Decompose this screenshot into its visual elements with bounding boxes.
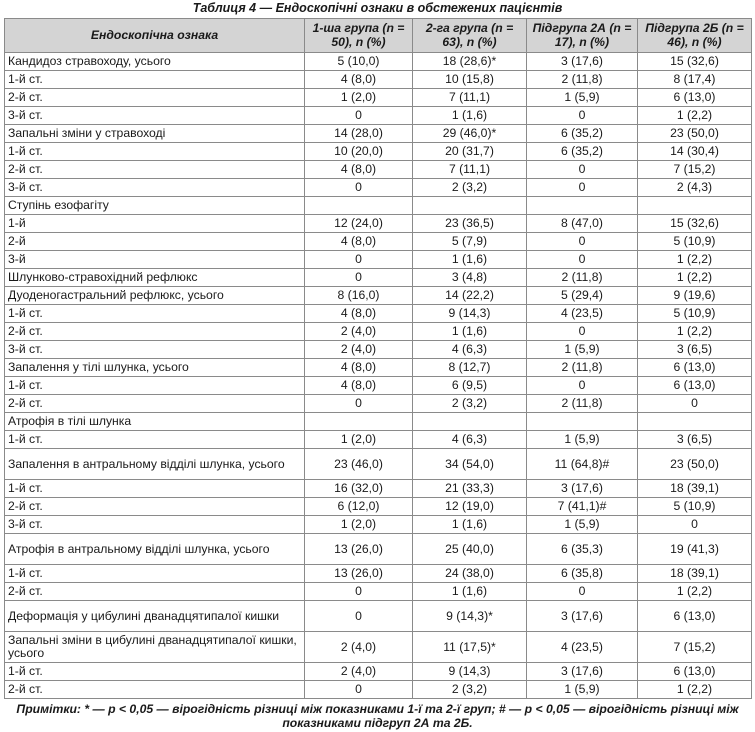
row-label: Ступінь езофагіту xyxy=(5,197,305,215)
cell-group-2: 2 (3,2) xyxy=(413,395,527,413)
cell-subgroup-2a: 1 (5,9) xyxy=(527,341,638,359)
cell-subgroup-2a: 1 (5,9) xyxy=(527,681,638,699)
table-row xyxy=(5,269,752,287)
table-row xyxy=(5,341,752,359)
cell-subgroup-2b: 1 (2,2) xyxy=(638,583,752,601)
table-row xyxy=(5,632,752,663)
cell-subgroup-2a: 2 (11,8) xyxy=(527,395,638,413)
cell-subgroup-2a: 0 xyxy=(527,161,638,179)
row-label: 2-й ст. xyxy=(5,323,305,341)
header-group-2: 2-га група (n = 63), n (%) xyxy=(413,19,527,53)
cell-group-1: 10 (20,0) xyxy=(305,143,413,161)
cell-group-2: 9 (14,3) xyxy=(413,663,527,681)
row-label: Запалення в антральному відділі шлунка, усього xyxy=(5,449,305,480)
cell-group-2: 34 (54,0) xyxy=(413,449,527,480)
row-label: Шлунково-стравохідний рефлюкс xyxy=(5,269,305,287)
row-label: 1-й ст. xyxy=(5,143,305,161)
cell-group-1: 23 (46,0) xyxy=(305,449,413,480)
cell-group-2: 10 (15,8) xyxy=(413,71,527,89)
cell-group-2: 9 (14,3)* xyxy=(413,601,527,632)
cell-subgroup-2a: 6 (35,8) xyxy=(527,565,638,583)
endoscopic-findings-table xyxy=(4,18,752,699)
cell-subgroup-2b: 6 (13,0) xyxy=(638,359,752,377)
cell-subgroup-2b: 0 xyxy=(638,516,752,534)
cell-group-1: 0 xyxy=(305,179,413,197)
cell-subgroup-2b: 15 (32,6) xyxy=(638,215,752,233)
cell-subgroup-2b: 6 (13,0) xyxy=(638,89,752,107)
cell-group-1: 4 (8,0) xyxy=(305,305,413,323)
table-row xyxy=(5,449,752,480)
cell-subgroup-2a: 11 (64,8)# xyxy=(527,449,638,480)
cell-subgroup-2a: 6 (35,3) xyxy=(527,534,638,565)
cell-subgroup-2a: 0 xyxy=(527,251,638,269)
table-row xyxy=(5,215,752,233)
row-label: Дуоденогастральний рефлюкс, усього xyxy=(5,287,305,305)
cell-subgroup-2b: 6 (13,0) xyxy=(638,377,752,395)
row-label: Запальні зміни в цибулині дванадцятипалої кишки, усього xyxy=(5,632,305,663)
cell-subgroup-2b: 19 (41,3) xyxy=(638,534,752,565)
cell-subgroup-2b: 7 (15,2) xyxy=(638,161,752,179)
cell-group-2 xyxy=(413,197,527,215)
cell-group-1: 4 (8,0) xyxy=(305,161,413,179)
row-label: 1-й ст. xyxy=(5,71,305,89)
cell-subgroup-2a: 3 (17,6) xyxy=(527,663,638,681)
cell-group-1: 16 (32,0) xyxy=(305,480,413,498)
table-row xyxy=(5,377,752,395)
cell-subgroup-2b: 3 (6,5) xyxy=(638,341,752,359)
table-row xyxy=(5,323,752,341)
row-label: 3-й ст. xyxy=(5,341,305,359)
cell-subgroup-2a: 2 (11,8) xyxy=(527,269,638,287)
cell-subgroup-2b: 5 (10,9) xyxy=(638,498,752,516)
cell-group-2: 1 (1,6) xyxy=(413,516,527,534)
cell-group-1: 8 (16,0) xyxy=(305,287,413,305)
cell-subgroup-2a: 6 (35,2) xyxy=(527,125,638,143)
table-row xyxy=(5,71,752,89)
row-label: 3-й ст. xyxy=(5,179,305,197)
cell-group-1: 2 (4,0) xyxy=(305,341,413,359)
row-label: 3-й ст. xyxy=(5,107,305,125)
table-row xyxy=(5,197,752,215)
row-label: 1-й ст. xyxy=(5,305,305,323)
header-subgroup-2a: Підгрупа 2А (n = 17), n (%) xyxy=(527,19,638,53)
table-container xyxy=(4,0,751,730)
cell-subgroup-2a: 0 xyxy=(527,583,638,601)
row-label: 3-й xyxy=(5,251,305,269)
cell-subgroup-2a: 1 (5,9) xyxy=(527,431,638,449)
row-label: 2-й ст. xyxy=(5,681,305,699)
cell-group-1: 0 xyxy=(305,107,413,125)
cell-subgroup-2b: 1 (2,2) xyxy=(638,107,752,125)
header-feature: Ендоскопічна ознака xyxy=(5,19,305,53)
cell-group-2: 29 (46,0)* xyxy=(413,125,527,143)
cell-group-2 xyxy=(413,413,527,431)
cell-subgroup-2a: 4 (23,5) xyxy=(527,305,638,323)
cell-group-2: 24 (38,0) xyxy=(413,565,527,583)
cell-group-1: 1 (2,0) xyxy=(305,516,413,534)
cell-group-1: 0 xyxy=(305,583,413,601)
row-label: 1-й ст. xyxy=(5,377,305,395)
cell-subgroup-2a: 8 (47,0) xyxy=(527,215,638,233)
cell-subgroup-2b: 18 (39,1) xyxy=(638,565,752,583)
row-label: Запалення у тілі шлунка, усього xyxy=(5,359,305,377)
cell-subgroup-2a: 6 (35,2) xyxy=(527,143,638,161)
table-row xyxy=(5,480,752,498)
cell-subgroup-2b: 18 (39,1) xyxy=(638,480,752,498)
cell-group-1: 4 (8,0) xyxy=(305,233,413,251)
cell-group-2: 2 (3,2) xyxy=(413,179,527,197)
cell-subgroup-2a xyxy=(527,413,638,431)
cell-group-2: 25 (40,0) xyxy=(413,534,527,565)
table-row xyxy=(5,161,752,179)
cell-subgroup-2b: 15 (32,6) xyxy=(638,53,752,71)
cell-group-1 xyxy=(305,413,413,431)
table-row xyxy=(5,287,752,305)
row-label: 2-й xyxy=(5,233,305,251)
cell-group-2: 18 (28,6)* xyxy=(413,53,527,71)
table-row xyxy=(5,125,752,143)
cell-subgroup-2a: 2 (11,8) xyxy=(527,359,638,377)
table-row xyxy=(5,498,752,516)
table-row xyxy=(5,681,752,699)
cell-group-1: 4 (8,0) xyxy=(305,359,413,377)
cell-subgroup-2a: 7 (41,1)# xyxy=(527,498,638,516)
cell-group-2: 1 (1,6) xyxy=(413,323,527,341)
table-row xyxy=(5,143,752,161)
table-row xyxy=(5,89,752,107)
table-row xyxy=(5,251,752,269)
header-group-1: 1-ша група (n = 50), n (%) xyxy=(305,19,413,53)
cell-group-1: 2 (4,0) xyxy=(305,632,413,663)
cell-subgroup-2a: 0 xyxy=(527,107,638,125)
row-label: 1-й xyxy=(5,215,305,233)
table-row xyxy=(5,534,752,565)
cell-group-2: 7 (11,1) xyxy=(413,89,527,107)
cell-subgroup-2b: 23 (50,0) xyxy=(638,449,752,480)
cell-subgroup-2b: 2 (4,3) xyxy=(638,179,752,197)
cell-subgroup-2b: 6 (13,0) xyxy=(638,663,752,681)
cell-group-1: 14 (28,0) xyxy=(305,125,413,143)
cell-group-1: 2 (4,0) xyxy=(305,663,413,681)
cell-group-2: 1 (1,6) xyxy=(413,583,527,601)
table-row xyxy=(5,663,752,681)
cell-subgroup-2b: 7 (15,2) xyxy=(638,632,752,663)
row-label: 2-й ст. xyxy=(5,161,305,179)
cell-subgroup-2a: 2 (11,8) xyxy=(527,71,638,89)
row-label: 2-й ст. xyxy=(5,583,305,601)
cell-group-1: 6 (12,0) xyxy=(305,498,413,516)
cell-group-1 xyxy=(305,197,413,215)
table-header-row xyxy=(5,19,752,53)
cell-group-1: 1 (2,0) xyxy=(305,89,413,107)
row-label: 3-й ст. xyxy=(5,516,305,534)
cell-subgroup-2b: 8 (17,4) xyxy=(638,71,752,89)
table-row xyxy=(5,583,752,601)
cell-subgroup-2b: 0 xyxy=(638,395,752,413)
row-label: 2-й ст. xyxy=(5,89,305,107)
cell-subgroup-2a: 1 (5,9) xyxy=(527,89,638,107)
table-row xyxy=(5,601,752,632)
cell-group-2: 2 (3,2) xyxy=(413,681,527,699)
table-row xyxy=(5,233,752,251)
cell-subgroup-2a: 3 (17,6) xyxy=(527,480,638,498)
cell-group-1: 0 xyxy=(305,395,413,413)
cell-subgroup-2a: 3 (17,6) xyxy=(527,601,638,632)
cell-subgroup-2b: 9 (19,6) xyxy=(638,287,752,305)
table-row xyxy=(5,179,752,197)
cell-subgroup-2b: 1 (2,2) xyxy=(638,323,752,341)
row-label: 2-й ст. xyxy=(5,395,305,413)
cell-group-1: 2 (4,0) xyxy=(305,323,413,341)
row-label: Атрофія в тілі шлунка xyxy=(5,413,305,431)
row-label: Деформація у цибулині дванадцятипалої кишки xyxy=(5,601,305,632)
row-label: 1-й ст. xyxy=(5,565,305,583)
cell-group-1: 0 xyxy=(305,251,413,269)
cell-subgroup-2a: 0 xyxy=(527,377,638,395)
cell-group-2: 3 (4,8) xyxy=(413,269,527,287)
cell-subgroup-2b: 1 (2,2) xyxy=(638,269,752,287)
cell-group-1: 12 (24,0) xyxy=(305,215,413,233)
cell-subgroup-2b xyxy=(638,197,752,215)
cell-group-2: 6 (9,5) xyxy=(413,377,527,395)
cell-group-2: 5 (7,9) xyxy=(413,233,527,251)
cell-group-2: 1 (1,6) xyxy=(413,251,527,269)
cell-group-1: 13 (26,0) xyxy=(305,565,413,583)
cell-subgroup-2b: 5 (10,9) xyxy=(638,305,752,323)
table-row xyxy=(5,53,752,71)
cell-group-1: 4 (8,0) xyxy=(305,377,413,395)
table-row xyxy=(5,413,752,431)
table-row xyxy=(5,431,752,449)
header-subgroup-2b: Підгрупа 2Б (n = 46), n (%) xyxy=(638,19,752,53)
cell-subgroup-2b: 1 (2,2) xyxy=(638,681,752,699)
row-label: Кандидоз стравоходу, усього xyxy=(5,53,305,71)
row-label: Атрофія в антральному відділі шлунка, усього xyxy=(5,534,305,565)
cell-subgroup-2b: 14 (30,4) xyxy=(638,143,752,161)
cell-subgroup-2b: 1 (2,2) xyxy=(638,251,752,269)
cell-group-2: 9 (14,3) xyxy=(413,305,527,323)
cell-group-2: 20 (31,7) xyxy=(413,143,527,161)
cell-subgroup-2a: 0 xyxy=(527,233,638,251)
table-row xyxy=(5,516,752,534)
table-note: Примітки: * — p < 0,05 — вірогідність різниці між показниками 1-ї та 2-ї груп; # — p < 0,05 — вірогідність різниці між показниками підгруп 2А та 2Б. xyxy=(16,702,739,730)
table-row xyxy=(5,565,752,583)
table-row xyxy=(5,359,752,377)
cell-subgroup-2a: 3 (17,6) xyxy=(527,53,638,71)
row-label: Запальні зміни у стравоході xyxy=(5,125,305,143)
cell-subgroup-2a: 0 xyxy=(527,179,638,197)
cell-subgroup-2b: 5 (10,9) xyxy=(638,233,752,251)
cell-subgroup-2a xyxy=(527,197,638,215)
row-label: 2-й ст. xyxy=(5,498,305,516)
cell-group-1: 0 xyxy=(305,601,413,632)
cell-group-2: 7 (11,1) xyxy=(413,161,527,179)
cell-group-1: 4 (8,0) xyxy=(305,71,413,89)
table-row xyxy=(5,305,752,323)
table-body xyxy=(5,53,752,699)
table-row xyxy=(5,107,752,125)
cell-group-2: 8 (12,7) xyxy=(413,359,527,377)
cell-group-1: 0 xyxy=(305,681,413,699)
cell-group-2: 23 (36,5) xyxy=(413,215,527,233)
cell-group-2: 12 (19,0) xyxy=(413,498,527,516)
cell-group-2: 4 (6,3) xyxy=(413,431,527,449)
cell-group-1: 0 xyxy=(305,269,413,287)
cell-group-1: 1 (2,0) xyxy=(305,431,413,449)
cell-subgroup-2b: 3 (6,5) xyxy=(638,431,752,449)
cell-group-2: 14 (22,2) xyxy=(413,287,527,305)
table-caption: Таблиця 4 — Ендоскопічні ознаки в обстежених пацієнтів xyxy=(192,1,563,15)
cell-subgroup-2b xyxy=(638,413,752,431)
cell-group-2: 4 (6,3) xyxy=(413,341,527,359)
cell-group-1: 13 (26,0) xyxy=(305,534,413,565)
cell-group-1: 5 (10,0) xyxy=(305,53,413,71)
row-label: 1-й ст. xyxy=(5,480,305,498)
row-label: 1-й ст. xyxy=(5,431,305,449)
cell-group-2: 1 (1,6) xyxy=(413,107,527,125)
cell-subgroup-2a: 5 (29,4) xyxy=(527,287,638,305)
cell-group-2: 21 (33,3) xyxy=(413,480,527,498)
cell-subgroup-2b: 23 (50,0) xyxy=(638,125,752,143)
cell-subgroup-2a: 0 xyxy=(527,323,638,341)
row-label: 1-й ст. xyxy=(5,663,305,681)
cell-group-2: 11 (17,5)* xyxy=(413,632,527,663)
cell-subgroup-2a: 4 (23,5) xyxy=(527,632,638,663)
table-row xyxy=(5,395,752,413)
cell-subgroup-2b: 6 (13,0) xyxy=(638,601,752,632)
cell-subgroup-2a: 1 (5,9) xyxy=(527,516,638,534)
